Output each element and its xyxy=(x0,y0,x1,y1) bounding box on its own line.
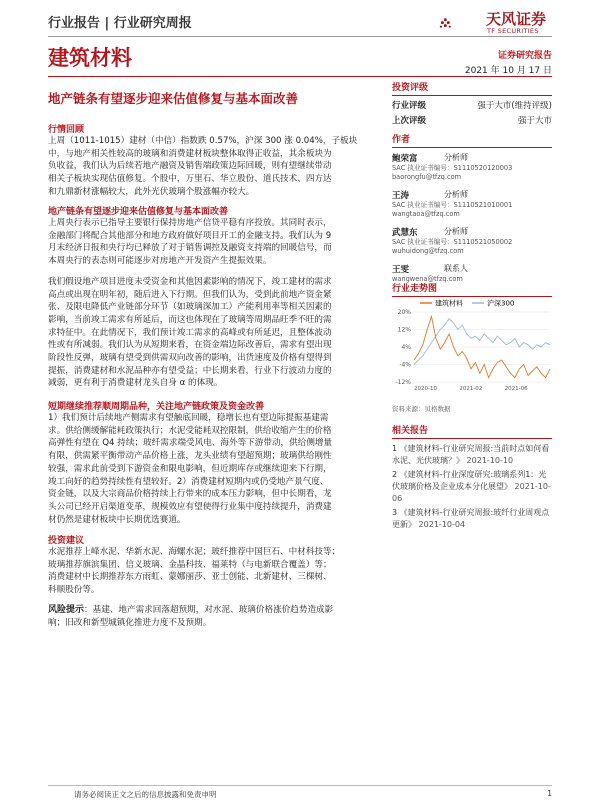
section-real-estate xyxy=(48,204,383,390)
logo-text: 天风证券 xyxy=(486,10,547,28)
section-body: 水泥推荐上峰水泥、华新水泥、海螺水泥；玻纤推荐中国巨石、中材科技等； 玻璃推荐旗滨集团、信义玻璃、金晶科技、福莱特（与电新联合覆盖）等； 消费建材中长期推荐东方雨虹、蒙娜丽莎、亚士创能、北新建材、三棵树、 科顺股份等。 xyxy=(48,547,341,596)
page-number: 1 xyxy=(547,789,552,798)
chart-source: 资料来源：贝格数据 xyxy=(392,405,451,413)
related-divider xyxy=(392,438,552,439)
author-entry: 王涛 分析师 SAC 执业证书编号：S1110521010001 wangtaoa@tfzq.com xyxy=(392,190,513,218)
legend-label: 沪深300 xyxy=(487,299,515,308)
related-report-link[interactable]: 3 《建筑材料-行业研究周报:玻纤行业周观点更新》 2021-10-04 xyxy=(392,508,550,529)
section-body: 1）我们预计后续地产侧需求有望触底回暖，稳增长也有望边际提振基建需 求。供给侧缓解能耗政策执行；水泥受能耗双控限制，供给收缩产生的价格 高弹性有望在 Q4 持续；玻纤需求端受风电、海外等下游带动，供给侧增量 有限，供需紧平衡带动产品价格上涨，龙头业绩有望超预期；玻璃供给刚性 较强，需求此前受到下游资金和限电影响，但近期库存或继续迎来下行期， 竣工向好的趋势持续性有望较好。2）消费建材短期内或仍受地产景气度、 资金链，以及大宗商品价格持续上行带来的成本压力影响，但中长期看，龙 头公司已经开启渠道变革，规模效应有望使得行业集中度持续提升，消费建 材仍然是建材板块中长期优选赛道。 xyxy=(48,413,333,525)
logo-text-en: TF SECURITIES xyxy=(487,27,539,35)
y-tick-label: -4% xyxy=(399,361,411,369)
x-tick-label: 2020-10 xyxy=(414,386,437,392)
authors-heading: 作者 xyxy=(392,135,411,145)
section-body: 上周央行表示已指导主要银行保持房地产信贷平稳有序投放。其同时表示， 金融部门将配合其他部分和地方政府做好项目开工的金融支持。我们认为 9 月末经济日报和央行均已释放了对于销售调控及融资支持端的回暖信号，而 本周央行的表态则可能逐步对房地产开发资产生提振效果。 我们假设地产项目进度未受资金和其他因素影响的情况下，竣工建材的需求 高点或出现在明年初，随后进入下行期。但我们认为，受到此前地产资金紧 张、及限电降低产业链部分环节（如玻璃深加工）产能利用率等相关因素的 影响，当前竣工需求有所延后，而这也体现在了玻璃等周期品旺季不旺的需 求特征中。在此情况下，我们预计竣工需求的高峰或有所延迟，且整体波动 性或有所减弱。我们认为从短期来看，在资金端边际改善后，需求有望出现 阶段性反弹，玻璃有望受到供需双向改善的影响，出货速度及价格有望得到 提振，消费建材和水泥品种亦有望受益；中长期来看，行业下行波动力度的 减弱，更有利于消费建材龙头自身 α 的体现。 xyxy=(48,218,332,389)
author-entry: 鲍荣富 分析师 SAC 执业证书编号：S1110520120003 baorongfu@tfzq.com xyxy=(392,153,513,181)
authors-divider xyxy=(392,147,552,148)
rating-divider xyxy=(392,95,552,96)
legend-label: 建筑材料 xyxy=(435,299,463,308)
authors-panel xyxy=(392,132,552,289)
section-body: 风险提示：基建、地产需求回落超预期，对水泥、玻璃价格涨价趋势造成影 响；旧改和新型城镇化推进力度不及预期。 xyxy=(48,605,334,628)
section-heading: 短期继续推荐顺周期品种，关注地产链政策及资金改善 xyxy=(48,402,265,412)
title-divider xyxy=(48,76,552,77)
section-investment xyxy=(48,533,383,597)
footer-divider xyxy=(48,785,552,786)
x-tick-label: 2021-02 xyxy=(459,386,483,392)
section-heading: 投资建议 xyxy=(48,536,85,546)
x-tick-label: 2021-06 xyxy=(504,386,528,392)
y-tick-label: 12% xyxy=(397,326,411,334)
section-risk xyxy=(48,604,383,629)
rating-row: 行业评级 强于大市(维持评级) xyxy=(392,101,552,111)
footer-disclaimer: 请务必阅读正文之后的信息披露和免责申明 xyxy=(74,790,217,799)
related-report-link[interactable]: 2 《建筑材料-行业深度研究:玻璃系列1：光伏玻璃价格及企业成本分化展望》 2021-10-06 xyxy=(392,470,551,503)
section-body: 上周（1011-1015）建材（中信）指数跌 0.57%，沪深 300 涨 0.04%，子板块 中，与地产相关性较高的玻璃和消费建材板块整体取得正收益，其余板块为 负收益，我们认为后续若地产融资及销售端政策边际回暖，则有望继续带动 相关子板块实现估值修复。个股中，万里石、华立股份、道氏技术、四方达 和九鼎新材涨幅较大，此外光伏玻璃个股涨幅亦较大。 xyxy=(48,136,358,197)
author-entry: 王雯 联系人 wangwena@tfzq.com xyxy=(392,264,468,283)
related-heading: 相关报告 xyxy=(392,426,429,436)
y-tick-label: 20% xyxy=(397,309,411,317)
trend-heading: 行业走势图 xyxy=(392,284,438,294)
report-subtitle: 地产链条有望逐步迎来估值修复与基本面改善 xyxy=(48,91,299,106)
header-divider xyxy=(48,36,552,37)
tf-logo-icon xyxy=(438,6,482,40)
section-short-term xyxy=(48,399,383,526)
related-report-link[interactable]: 1 《建筑材料-行业研究周报:当前时点如何看水泥、光伏玻璃？》 2021-10-10 xyxy=(392,444,550,465)
rating-heading: 投资评级 xyxy=(392,83,429,93)
sector-title: 建筑材料 xyxy=(48,46,132,70)
related-panel xyxy=(392,423,552,531)
section-heading: 地产链条有望逐步迎来估值修复与基本面改善 xyxy=(48,207,229,217)
y-tick-label: -12% xyxy=(395,379,411,387)
report-category: 行业报告 | 行业研究周报 xyxy=(48,16,192,31)
section-heading: 风险提示 xyxy=(48,605,85,615)
rating-row: 上次评级 强于大市 xyxy=(392,116,552,126)
report-type: 证券研究报告 xyxy=(497,51,552,61)
y-tick-label: 4% xyxy=(401,344,411,352)
rating-panel xyxy=(392,80,552,126)
series-line-沪深300 xyxy=(414,319,550,365)
section-market-review xyxy=(48,122,383,199)
section-heading: 行情回顾 xyxy=(48,125,85,135)
report-date: 2021 年 10 月 17 日 xyxy=(464,66,552,76)
author-entry: 武慧东 分析师 SAC 执业证书编号：S1110521050002 wuhuidong@tfzq.com xyxy=(392,227,513,255)
trend-chart xyxy=(390,296,555,396)
